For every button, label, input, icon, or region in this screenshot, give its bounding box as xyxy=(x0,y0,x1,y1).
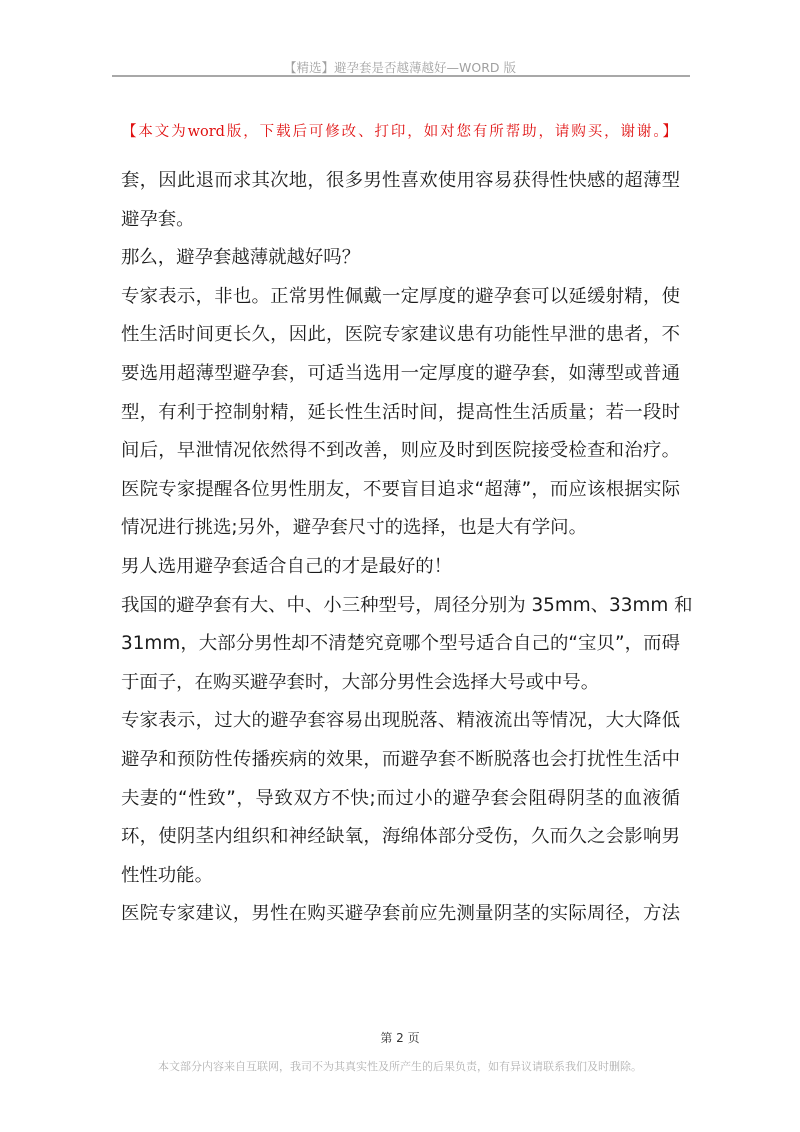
text-line: 医院专家提醒各位男性朋友，不要盲目追求“超薄”，而应该根据实际 xyxy=(121,478,680,500)
text-line: 要选用超薄型避孕套，可适当选用一定厚度的避孕套，如薄型或普通 xyxy=(121,362,680,384)
text-line: 那么，避孕套越薄就越好吗？ xyxy=(121,247,361,269)
text-line: 31mm，大部分男性却不清楚究竟哪个型号适合自己的“宝贝”，而碍 xyxy=(121,633,680,655)
text-line: 性生活时间更长久，因此，医院专家建议患有功能性早泄的患者，不 xyxy=(121,324,680,346)
text-line: 避孕套。 xyxy=(121,208,195,230)
text-line: 于面子，在购买避孕套时，大部分男性会选择大号或中号。 xyxy=(121,671,600,693)
page-number: 第 2 页 xyxy=(380,1031,420,1045)
text-line: 情况进行挑选;另外，避孕套尺寸的选择，也是大有学问。 xyxy=(121,517,587,539)
document-header: 【精选】避孕套是否越薄越好—WORD 版 xyxy=(284,60,516,75)
text-line: 间后，早泄情况依然得不到改善，则应及时到医院接受检查和治疗。 xyxy=(121,440,680,462)
footer-disclaimer: 本文部分内容来自互联网，我司不为其真实性及所产生的后果负责，如有异议请联系我们及时删除。 xyxy=(158,1060,642,1073)
purchase-notice: 【本文为word版，下载后可修改、打印，如对您有所帮助，请购买，谢谢。】 xyxy=(122,124,677,140)
text-line: 男人选用避孕套适合自己的才是最好的！ xyxy=(121,555,453,577)
text-line: 环，使阴茎内组织和神经缺氧，海绵体部分受伤，久而久之会影响男 xyxy=(121,826,680,848)
text-line: 夫妻的“性致”，导致双方不快;而过小的避孕套会阻碍阴茎的血液循 xyxy=(121,787,680,809)
text-line: 型，有利于控制射精，延长性生活时间，提高性生活质量；若一段时 xyxy=(121,401,680,423)
document-body xyxy=(121,168,693,940)
text-line: 避孕和预防性传播疾病的效果，而避孕套不断脱落也会打扰性生活中 xyxy=(121,748,680,770)
text-line: 专家表示，非也。正常男性佩戴一定厚度的避孕套可以延缓射精，使 xyxy=(121,285,680,307)
text-line: 套，因此退而求其次地，很多男性喜欢使用容易获得性快感的超薄型 xyxy=(121,170,680,191)
text-line: 专家表示，过大的避孕套容易出现脱落、精液流出等情况，大大降低 xyxy=(121,710,680,732)
header-divider xyxy=(112,75,690,77)
text-line: 我国的避孕套有大、中、小三种型号，周径分别为 35mm、33mm 和 xyxy=(121,594,693,616)
text-line: 医院专家建议，男性在购买避孕套前应先测量阴茎的实际周径，方法 xyxy=(121,903,680,925)
text-line: 性性功能。 xyxy=(121,864,213,886)
